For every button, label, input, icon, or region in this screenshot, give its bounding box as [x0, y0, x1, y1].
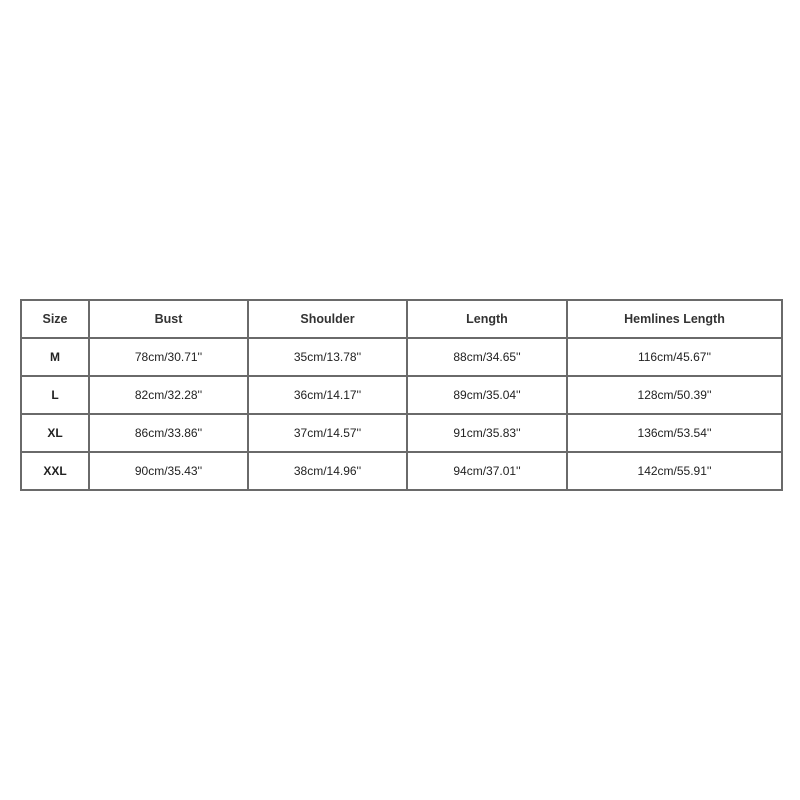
cell-length: 94cm/37.01'' — [407, 452, 567, 490]
cell-length: 88cm/34.65'' — [407, 338, 567, 376]
header-shoulder: Shoulder — [248, 300, 407, 338]
cell-bust: 86cm/33.86'' — [89, 414, 248, 452]
cell-shoulder: 35cm/13.78'' — [248, 338, 407, 376]
cell-bust: 78cm/30.71'' — [89, 338, 248, 376]
cell-bust: 82cm/32.28'' — [89, 376, 248, 414]
cell-hemlines-length: 136cm/53.54'' — [567, 414, 782, 452]
cell-size: M — [21, 338, 89, 376]
table-row — [21, 452, 782, 490]
cell-size: XL — [21, 414, 89, 452]
size-chart-table — [20, 299, 783, 491]
header-hemlines-length: Hemlines Length — [567, 300, 782, 338]
cell-hemlines-length: 128cm/50.39'' — [567, 376, 782, 414]
cell-shoulder: 37cm/14.57'' — [248, 414, 407, 452]
cell-hemlines-length: 142cm/55.91'' — [567, 452, 782, 490]
cell-shoulder: 36cm/14.17'' — [248, 376, 407, 414]
cell-length: 91cm/35.83'' — [407, 414, 567, 452]
cell-hemlines-length: 116cm/45.67'' — [567, 338, 782, 376]
table-row — [21, 376, 782, 414]
cell-size: XXL — [21, 452, 89, 490]
header-length: Length — [407, 300, 567, 338]
header-row — [21, 300, 782, 338]
cell-size: L — [21, 376, 89, 414]
table-row — [21, 414, 782, 452]
header-size: Size — [21, 300, 89, 338]
cell-bust: 90cm/35.43'' — [89, 452, 248, 490]
table-row — [21, 338, 782, 376]
cell-length: 89cm/35.04'' — [407, 376, 567, 414]
header-bust: Bust — [89, 300, 248, 338]
cell-shoulder: 38cm/14.96'' — [248, 452, 407, 490]
